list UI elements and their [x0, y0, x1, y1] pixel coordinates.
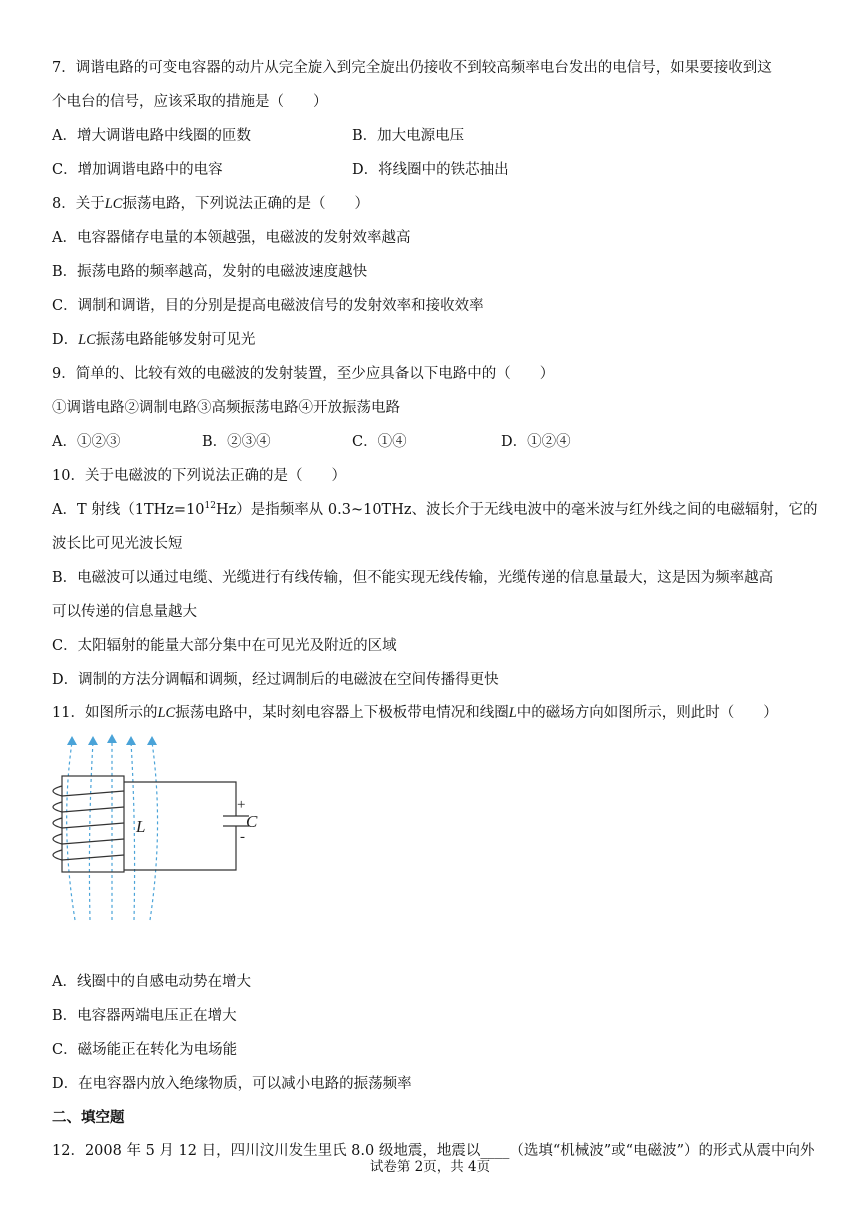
q10-option-a-line2: 波长比可见光波长短: [52, 536, 183, 552]
q10-stem: 10．关于电磁波的下列说法正确的是（ ）: [52, 468, 346, 484]
q8-stem: [52, 194, 369, 214]
q7-stem-line2: 个电台的信号，应该采取的措施是（ ）: [52, 94, 328, 110]
lc-circuit-figure: [40, 732, 280, 927]
q8-stem-post: 振荡电路，下列说法正确的是（ ）: [122, 196, 369, 212]
q11-pre: 11．如图所示的: [52, 705, 158, 721]
q11-mid: 振荡电路中，某时刻电容器上下极板带电情况和线圈: [175, 705, 509, 721]
q11-option-b: B．电容器两端电压正在增大: [52, 1008, 237, 1024]
coil-label: L: [136, 817, 146, 836]
q8-stem-pre: 8．关于: [52, 196, 105, 212]
minus-sign: -: [240, 829, 245, 845]
q11-stem: [52, 703, 778, 723]
q12-stem-line1: 12．2008 年 5 月 12 日，四川汶川发生里氏 8.0 级地震，地震以____（选填“机械波”或“电磁波”）的形式从震中向外: [52, 1143, 815, 1159]
plus-sign: +: [237, 797, 246, 813]
q11-option-d: D．在电容器内放入绝缘物质，可以减小电路的振荡频率: [52, 1076, 412, 1092]
q7-option-c: C．增加调谐电路中的电容: [52, 162, 223, 178]
q9-option-c: C．①④: [352, 434, 407, 450]
q10-option-b-line2: 可以传递的信息量越大: [52, 604, 197, 620]
q8-option-c: C．调制和调谐，目的分别是提高电磁波信号的发射效率和接收效率: [52, 298, 484, 314]
q9-option-d: D．①②④: [501, 434, 571, 450]
q10-option-b-line1: B．电磁波可以通过电缆、光缆进行有线传输，但不能实现无线传输，光缆传递的信息量最大，这是因为频率越高: [52, 570, 774, 586]
q9-stem: 9．简单的、比较有效的电磁波的发射装置，至少应具备以下电路中的（ ）: [52, 366, 555, 382]
q7-option-b: B．加大电源电压: [352, 128, 465, 144]
capacitor-label: C: [246, 812, 258, 831]
q7-option-a: A．增大调谐电路中线圈的匝数: [52, 128, 251, 144]
q8-option-d-post: 振荡电路能够发射可见光: [95, 332, 256, 348]
q11-option-a: A．线圈中的自感电动势在增大: [52, 974, 251, 990]
section-heading: 二、填空题: [52, 1110, 125, 1126]
q10-a-post: Hz）是指频率从 0.3~10THz、波长介于无线电波中的毫米波与红外线之间的电磁辐射，它的: [216, 502, 818, 518]
q10-option-c: C．太阳辐射的能量大部分集中在可见光及附近的区域: [52, 638, 397, 654]
q10-option-a-line1: [52, 500, 818, 520]
q11-l: L: [508, 705, 517, 721]
q8-option-b: B．振荡电路的频率越高，发射的电磁波速度越快: [52, 264, 368, 280]
q7-stem-line1: 7．调谐电路的可变电容器的动片从完全旋入到完全旋出仍接收不到较高频率电台发出的电信号，如果要接收到这: [52, 60, 772, 76]
q8-option-d: [52, 330, 255, 350]
q11-lc: LC: [157, 705, 176, 721]
coil-windings: [53, 786, 124, 860]
q9-option-a: A．①②③: [52, 434, 121, 450]
q11-post: 中的磁场方向如图所示，则此时（ ）: [516, 705, 778, 721]
q8-option-d-lc: LC: [78, 332, 96, 348]
q7-option-d: D．将线圈中的铁芯抽出: [352, 162, 509, 178]
q8-option-d-pre: D．: [52, 332, 79, 348]
q10-a-pre: A．T 射线（1THz=10: [52, 502, 205, 518]
q8-stem-lc: LC: [104, 196, 123, 212]
q10-a-sup: 12: [204, 501, 216, 512]
q9-option-b: B．②③④: [202, 434, 271, 450]
q11-option-c: C．磁场能正在转化为电场能: [52, 1042, 238, 1058]
page-footer: 试卷第 2页，共 4页: [369, 1159, 491, 1175]
q8-option-a: A．电容器储存电量的本领越强，电磁波的发射效率越高: [52, 230, 411, 246]
q9-items: ①调谐电路②调制电路③高频振荡电路④开放振荡电路: [52, 400, 400, 416]
q10-option-d: D．调制的方法分调幅和调频，经过调制后的电磁波在空间传播得更快: [52, 672, 499, 688]
